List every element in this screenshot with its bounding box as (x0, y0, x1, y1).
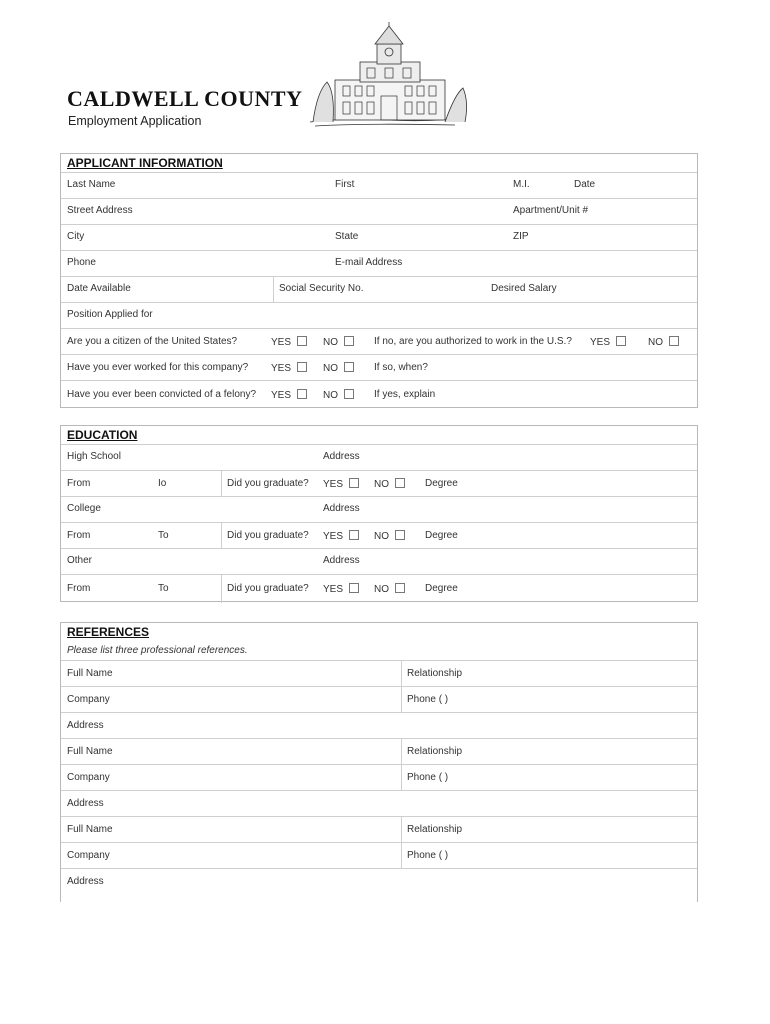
graduate-question: Did you graduate? (227, 478, 309, 489)
ssn-label: Social Security No. (279, 283, 364, 294)
phone-label: Phone ( ) (407, 772, 449, 783)
citizen-yes[interactable]: YES (271, 336, 307, 348)
applicant-information-section (60, 153, 698, 408)
form-row (61, 868, 697, 894)
form-row (61, 816, 697, 842)
relationship-label: Relationship (407, 668, 463, 679)
graduate-yes[interactable]: YES (323, 583, 359, 595)
checkbox[interactable] (669, 336, 679, 346)
relationship-label: Relationship (407, 824, 463, 835)
from-label: From (67, 530, 91, 541)
checkbox[interactable] (395, 478, 405, 488)
form-row (61, 574, 697, 602)
form-row (61, 712, 697, 738)
apartment-label: Apartment/Unit # (513, 205, 589, 216)
felony-no[interactable]: NO (323, 389, 354, 401)
form-row (61, 354, 697, 380)
references-note: Please list three professional references. (67, 645, 248, 656)
citizen-question: Are you a citizen of the United States? (67, 336, 238, 347)
when-question: If so, when? (374, 362, 428, 373)
company-label: Company (67, 694, 110, 705)
full-name-label: Full Name (67, 668, 113, 679)
form-row (61, 790, 697, 816)
address-label: Address (323, 451, 360, 462)
checkbox[interactable] (297, 389, 307, 399)
relationship-label: Relationship (407, 746, 463, 757)
first-name-label: First (335, 179, 355, 190)
checkbox[interactable] (344, 389, 354, 399)
authorized-no[interactable]: NO (648, 336, 679, 348)
from-label: From (67, 478, 91, 489)
checkbox[interactable] (395, 530, 405, 540)
to-label: To (158, 530, 169, 541)
checkbox[interactable] (616, 336, 626, 346)
form-row (61, 842, 697, 868)
graduate-no[interactable]: NO (374, 583, 405, 595)
phone-label: Phone ( ) (407, 850, 449, 861)
graduate-no[interactable]: NO (374, 478, 405, 490)
document-title: CALDWELL COUNTY (67, 86, 303, 111)
form-row (61, 224, 697, 250)
explain-label: If yes, explain (374, 389, 436, 400)
authorized-question: If no, are you authorized to work in the U.S.? (374, 336, 572, 347)
position-label: Position Applied for (67, 309, 153, 320)
college-label: College (67, 503, 101, 514)
graduate-question: Did you graduate? (227, 583, 309, 594)
worked-yes[interactable]: YES (271, 362, 307, 374)
date-label: Date (574, 179, 596, 190)
section-heading: APPLICANT INFORMATION (67, 156, 223, 170)
company-label: Company (67, 772, 110, 783)
courthouse-logo (305, 22, 470, 132)
form-row (61, 548, 697, 574)
full-name-label: Full Name (67, 746, 113, 757)
address-label: Address (323, 555, 360, 566)
form-row (61, 380, 697, 408)
checkbox[interactable] (344, 336, 354, 346)
address-label: Address (67, 798, 104, 809)
street-address-label: Street Address (67, 205, 133, 216)
graduate-no[interactable]: NO (374, 530, 405, 542)
phone-label: Phone (67, 257, 96, 268)
document-subtitle: Employment Application (68, 114, 202, 128)
authorized-yes[interactable]: YES (590, 336, 626, 348)
checkbox[interactable] (395, 583, 405, 593)
phone-label: Phone ( ) (407, 694, 449, 705)
other-label: Other (67, 555, 93, 566)
company-label: Company (67, 850, 110, 861)
to-label: To (158, 583, 169, 594)
checkbox[interactable] (349, 530, 359, 540)
full-name-label: Full Name (67, 824, 113, 835)
address-label: Address (67, 720, 104, 731)
checkbox[interactable] (349, 583, 359, 593)
address-label: Address (323, 503, 360, 514)
form-row (61, 470, 697, 496)
degree-label: Degree (425, 583, 458, 594)
graduate-question: Did you graduate? (227, 530, 309, 541)
section-heading: EDUCATION (67, 428, 138, 442)
checkbox[interactable] (344, 362, 354, 372)
last-name-label: Last Name (67, 179, 116, 190)
desired-salary-label: Desired Salary (491, 283, 557, 294)
form-row (61, 764, 697, 790)
date-available-label: Date Available (67, 283, 131, 294)
form-row (61, 496, 697, 522)
address-label: Address (67, 876, 104, 887)
checkbox[interactable] (297, 362, 307, 372)
checkbox[interactable] (349, 478, 359, 488)
felony-yes[interactable]: YES (271, 389, 307, 401)
education-section (60, 425, 698, 602)
checkbox[interactable] (297, 336, 307, 346)
graduate-yes[interactable]: YES (323, 478, 359, 490)
graduate-yes[interactable]: YES (323, 530, 359, 542)
references-section (60, 622, 698, 902)
city-label: City (67, 231, 85, 242)
high-school-label: High School (67, 451, 121, 462)
form-row (61, 660, 697, 686)
form-row (61, 302, 697, 328)
form-row (61, 250, 697, 276)
citizen-no[interactable]: NO (323, 336, 354, 348)
section-heading: REFERENCES (67, 625, 150, 639)
state-label: State (335, 231, 359, 242)
felony-question: Have you ever been convicted of a felony? (67, 389, 257, 400)
degree-label: Degree (425, 478, 458, 489)
zip-label: ZIP (513, 231, 529, 242)
worked-question: Have you ever worked for this company? (67, 362, 249, 373)
form-row (61, 328, 697, 354)
form-row (61, 172, 697, 198)
form-row (61, 522, 697, 548)
to-label: Io (158, 478, 167, 489)
form-row (61, 686, 697, 712)
degree-label: Degree (425, 530, 458, 541)
form-row (61, 738, 697, 764)
from-label: From (67, 583, 91, 594)
form-row (61, 198, 697, 224)
form-row (61, 276, 697, 302)
worked-no[interactable]: NO (323, 362, 354, 374)
middle-initial-label: M.I. (513, 179, 530, 190)
form-row (61, 444, 697, 470)
email-label: E-mail Address (335, 257, 403, 268)
